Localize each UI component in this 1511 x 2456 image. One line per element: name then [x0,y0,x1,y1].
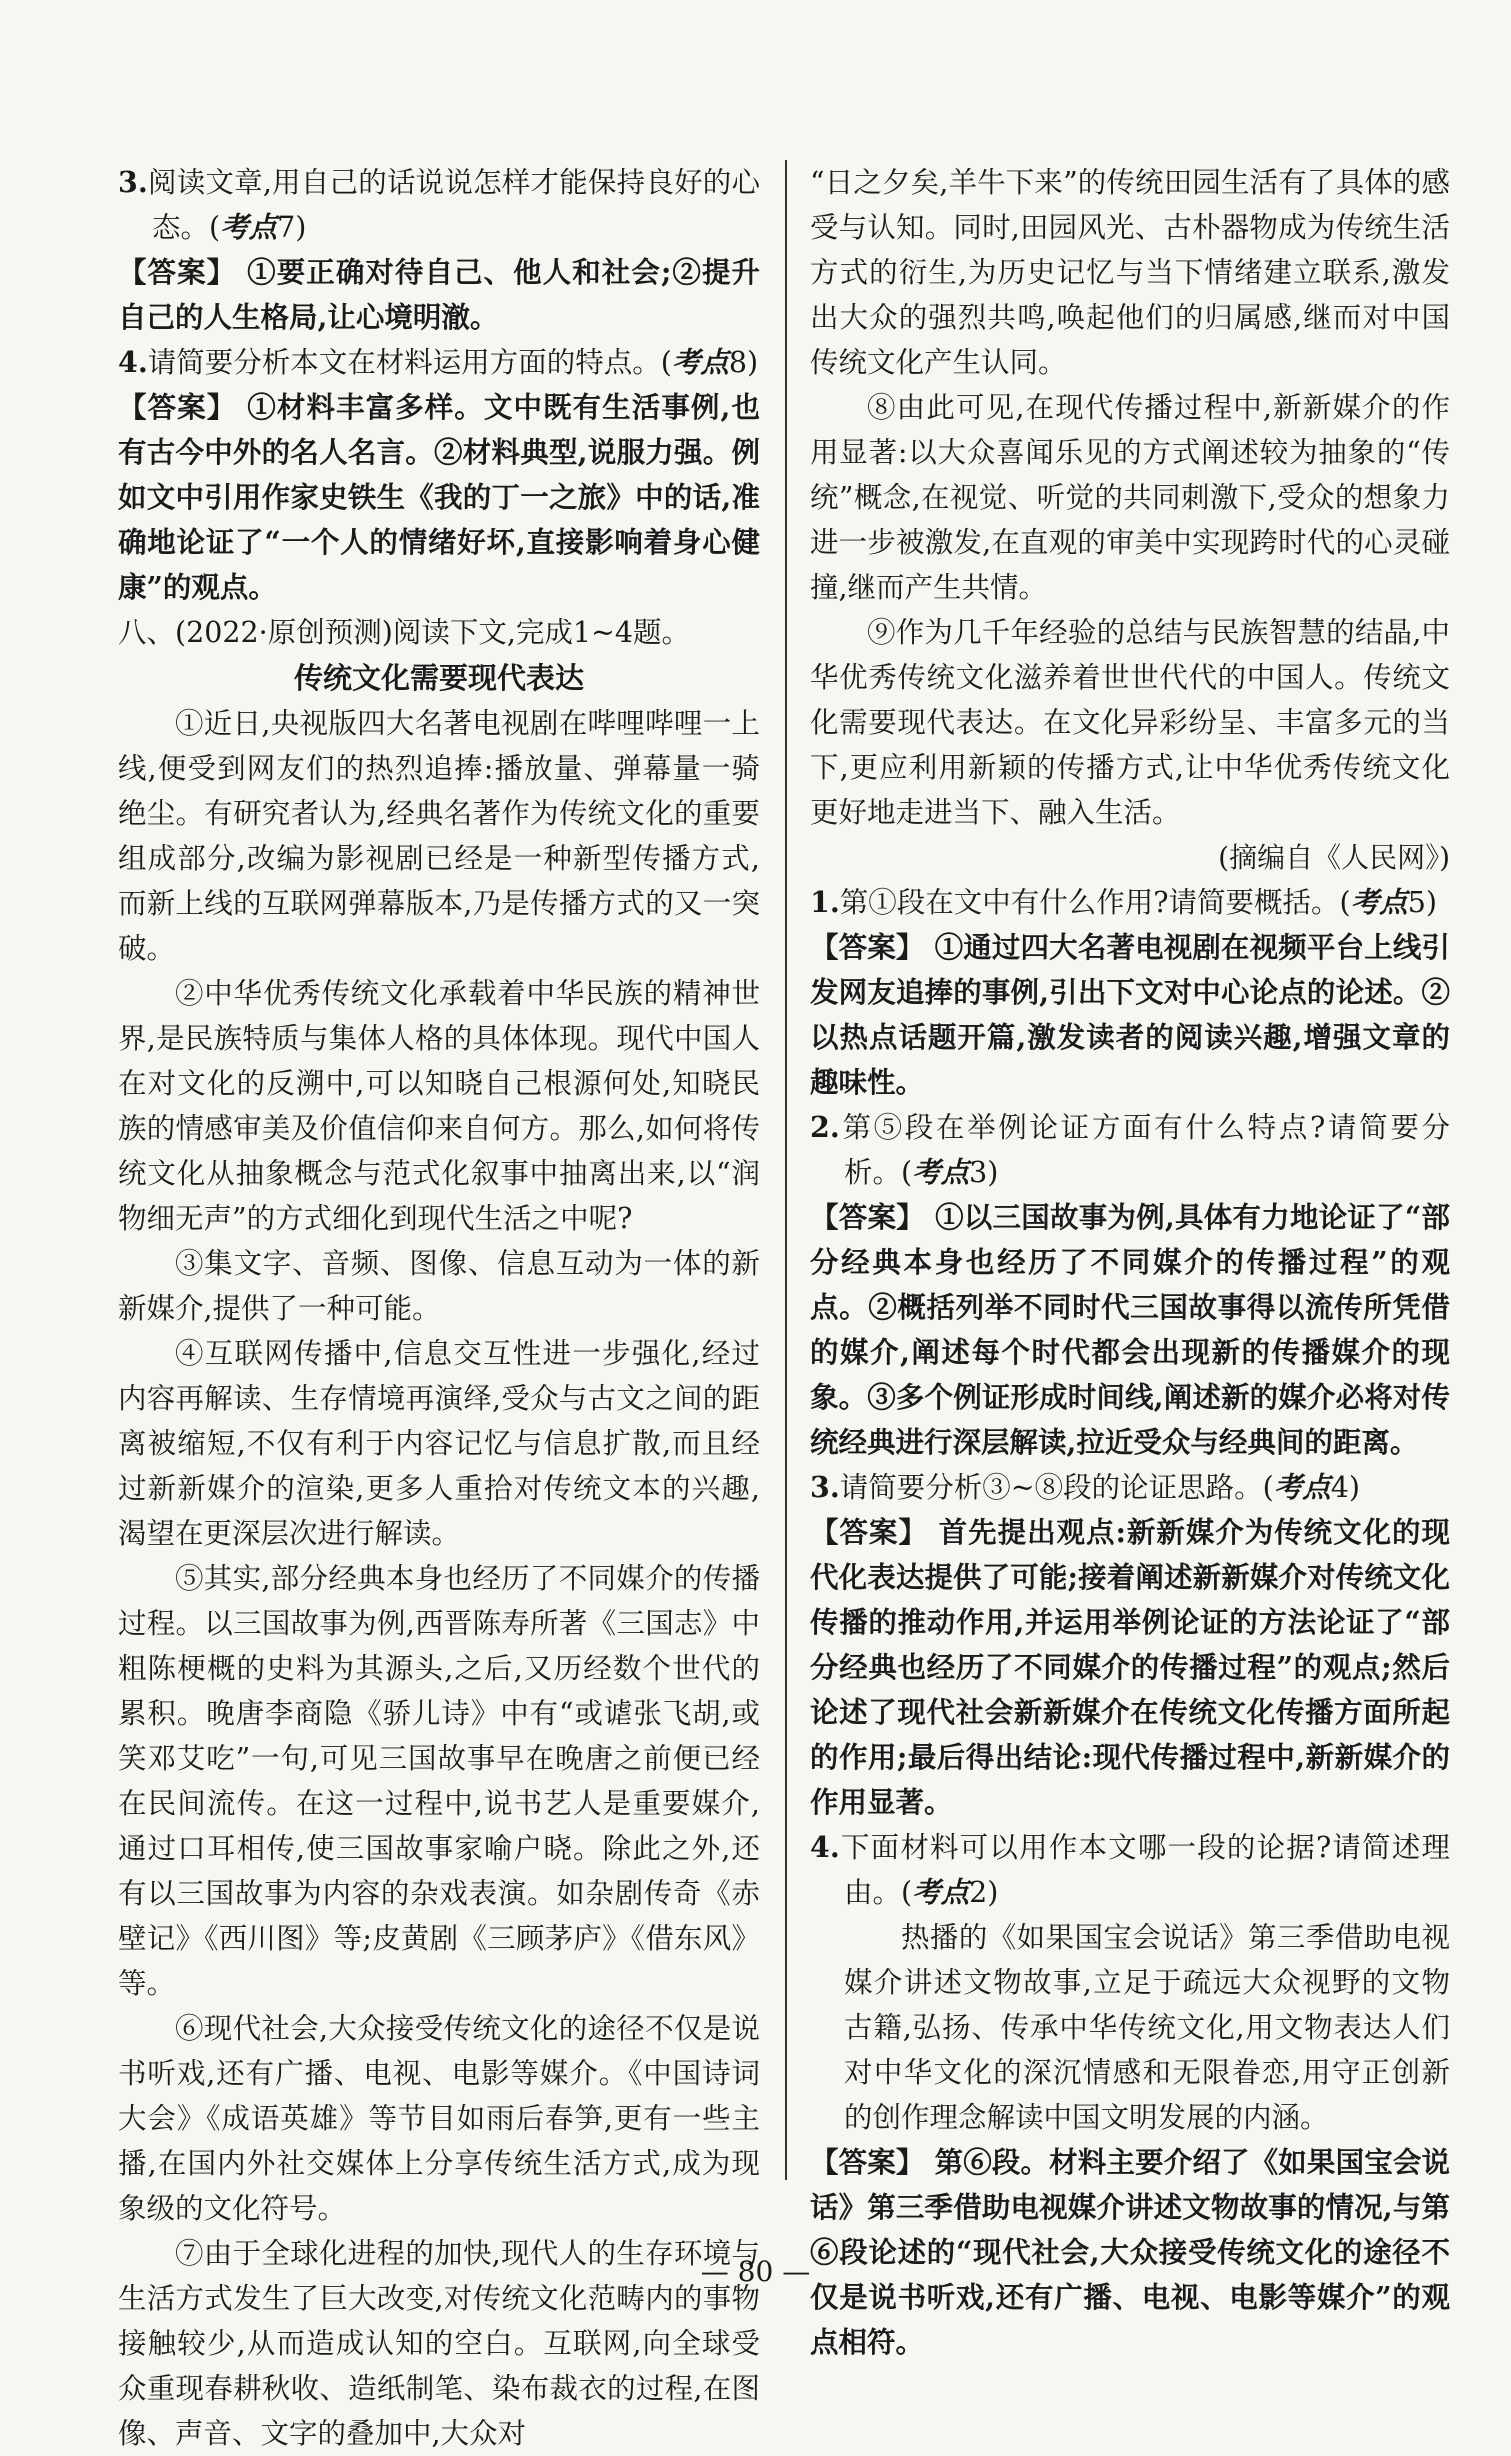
answer-tag: 【答案】 [118,255,237,289]
section-header: 八、(2022·原创预测)阅读下文,完成1~4题。 [118,616,691,649]
kaodian-label: 考点 [220,210,278,244]
article-paragraph-2: ②中华优秀传统文化承载着中华民族的精神世界,是民族特质与集体人格的具体体现。现代中国人在对文化的反溯中,可以知晓自己根源何处,知晓民族的情感审美及价值信仰来自何方。那么,如何将传统文化从抽象概念与范式化叙事中抽离出来,以“润物细无声”的方式细化到现代生活之中呢? [118,977,760,1235]
question-3-right [810,1465,1450,1510]
answer-tag: 【答案】 [810,2145,925,2179]
article-paragraph-7: ⑦由于全球化进程的加快,现代人的生存环境与生活方式发生了巨大改变,对传统文化范畴内的事物接触较少,从而造成认知的空白。互联网,向全球受众重现春耕秋收、造纸制笔、染布裁衣的过程,在图像、声音、文字的叠加中,大众对 [118,2237,760,2450]
left-column [118,160,760,2456]
question-2 [810,1105,1450,1195]
question-text: 请简要分析本文在材料运用方面的特点。( [147,346,672,379]
question-number: 4. [118,345,148,379]
column-divider [785,160,787,2180]
kaodian-label: 考点 [912,1155,970,1189]
question-text: 阅读文章,用自己的话说说怎样才能保持良好的心态。( [147,166,760,244]
kaodian-label: 考点 [1350,885,1408,919]
kaodian-number: 8) [728,346,759,379]
answer-2 [810,1195,1450,1465]
answer-tag: 【答案】 [810,930,925,964]
question-number: 1. [810,885,840,919]
kaodian-number: 4) [1330,1471,1361,1504]
question-4 [118,340,760,385]
question-text: 第①段在文中有什么作用?请简要概括。( [839,886,1351,919]
answer-tag: 【答案】 [810,1515,928,1549]
question-1 [810,880,1450,925]
kaodian-label: 考点 [671,345,729,379]
question-4-right [810,1825,1450,1915]
answer-4-right [810,2140,1450,2365]
question-3 [118,160,760,250]
page-number: — 80 — [700,2255,811,2288]
article-title: 传统文化需要现代表达 [293,661,584,695]
answer-text: ①要正确对待自己、他人和社会;②提升自己的人生格局,让心境明澈。 [118,255,760,334]
right-column [810,160,1450,2365]
question-number: 2. [810,1110,840,1144]
article-paragraph-1: ①近日,央视版四大名著电视剧在哔哩哔哩一上线,便受到网友们的热烈追捧:播放量、弹幕量一骑绝尘。有研究者认为,经典名著作为传统文化的重要组成部分,改编为影视剧已经是一种新型传播方式,而新上线的互联网弹幕版本,乃是传播方式的又一突破。 [118,707,760,965]
answer-3 [118,250,760,340]
answer-4 [118,385,760,610]
kaodian-number: 7) [277,211,307,244]
question-number: 3. [118,165,148,199]
answer-text: ①通过四大名著电视剧在视频平台上线引发网友追捧的事例,引出下文对中心论点的论述。②以热点话题开篇,激发读者的阅读兴趣,增强文章的趣味性。 [810,930,1450,1099]
answer-tag: 【答案】 [118,390,237,424]
answer-text: ①材料丰富多样。文中既有生活事例,也有古今中外的名人名言。②材料典型,说服力强。例如文中引用作家史铁生《我的丁一之旅》中的话,准确地论证了“一个人的情绪好坏,直接影响着身心健康”的观点。 [118,390,760,604]
article-paragraph-9: ⑨作为几千年经验的总结与民族智慧的结晶,中华优秀传统文化滋养着世世代代的中国人。传统文化需要现代表达。在文化异彩纷呈、丰富多元的当下,更应利用新颖的传播方式,让中华优秀传统文化更好地走进当下、融入生活。 [810,616,1450,829]
article-paragraph-7-continued: “日之夕矣,羊牛下来”的传统田园生活有了具体的感受与认知。同时,田园风光、古朴器物成为传统生活方式的衍生,为历史记忆与当下情绪建立联系,激发出大众的强烈共鸣,唤起他们的归属感,继而对中国传统文化产生认同。 [810,166,1450,379]
answer-3-right [810,1510,1450,1825]
question-4-material: 热播的《如果国宝会说话》第三季借助电视媒介讲述文物故事,立足于疏远大众视野的文物古籍,弘扬、传承中华传统文化,用文物表达人们对中华文化的深沉情感和无限眷恋,用守正创新的创作理念解读中国文明发展的内涵。 [844,1921,1450,2134]
answer-text: ①以三国故事为例,具体有力地论证了“部分经典本身也经历了不同媒介的传播过程”的观点。②概括列举不同时代三国故事得以流传所凭借的媒介,阐述每个时代都会出现新的传播媒介的现象。③多个例证形成时间线,阐述新的媒介必将对传统经典进行深层解读,拉近受众与经典间的距离。 [810,1200,1450,1459]
answer-text: 首先提出观点:新新媒介为传统文化的现代化表达提供了可能;接着阐述新新媒介对传统文化传播的推动作用,并运用举例论证的方法论证了“部分经典也经历了不同媒介的传播过程”的观点;然后论述了现代社会新新媒介在传统文化传播方面所起的作用;最后得出结论:现代传播过程中,新新媒介的作用显著。 [810,1515,1450,1819]
kaodian-number: 2) [969,1876,999,1909]
answer-1 [810,925,1450,1105]
question-number: 4. [810,1830,840,1864]
article-paragraph-3: ③集文字、音频、图像、信息互动为一体的新新媒介,提供了一种可能。 [118,1247,760,1325]
kaodian-label: 考点 [1273,1470,1331,1504]
question-text: 请简要分析③~⑧段的论证思路。( [839,1471,1274,1504]
answer-text: 第⑥段。材料主要介绍了《如果国宝会说话》第三季借助电视媒介讲述文物故事的情况,与第⑥段论述的“现代社会,大众接受传统文化的途径不仅是说书听戏,还有广播、电视、电影等媒介”的观点相符。 [810,2145,1450,2359]
article-source: (摘编自《人民网》) [1218,841,1450,874]
article-paragraph-5: ⑤其实,部分经典本身也经历了不同媒介的传播过程。以三国故事为例,西晋陈寿所著《三国志》中粗陈梗概的史料为其源头,之后,又历经数个世代的累积。晚唐李商隐《骄儿诗》中有“或谑张飞胡,或笑邓艾吃”一句,可见三国故事早在晚唐之前便已经在民间流传。在这一过程中,说书艺人是重要媒介,通过口耳相传,使三国故事家喻户晓。除此之外,还有以三国故事为内容的杂戏表演。如杂剧传奇《赤壁记》《西川图》等;皮黄剧《三顾茅庐》《借东风》等。 [118,1562,760,2000]
kaodian-number: 5) [1407,886,1437,919]
answer-tag: 【答案】 [810,1200,925,1234]
kaodian-number: 3) [969,1156,999,1189]
article-paragraph-8: ⑧由此可见,在现代传播过程中,新新媒介的作用显著:以大众喜闻乐见的方式阐述较为抽象的“传统”概念,在视觉、听觉的共同刺激下,受众的想象力进一步被激发,在直观的审美中实现跨时代的心灵碰撞,继而产生共情。 [810,391,1450,604]
question-number: 3. [810,1470,840,1504]
question-text: 第⑤段在举例论证方面有什么特点?请简要分析。( [839,1111,1450,1189]
article-paragraph-4: ④互联网传播中,信息交互性进一步强化,经过内容再解读、生存情境再演绎,受众与古文之间的距离被缩短,不仅有利于内容记忆与信息扩散,而且经过新新媒介的渲染,更多人重拾对传统文本的兴趣,渴望在更深层次进行解读。 [118,1337,760,1550]
question-text: 下面材料可以用作本文哪一段的论据?请简述理由。( [839,1831,1450,1909]
kaodian-label: 考点 [912,1875,970,1909]
article-paragraph-6: ⑥现代社会,大众接受传统文化的途径不仅是说书听戏,还有广播、电视、电影等媒介。《中国诗词大会》《成语英雄》等节目如雨后春笋,更有一些主播,在国内外社交媒体上分享传统生活方式,成为现象级的文化符号。 [118,2012,760,2225]
